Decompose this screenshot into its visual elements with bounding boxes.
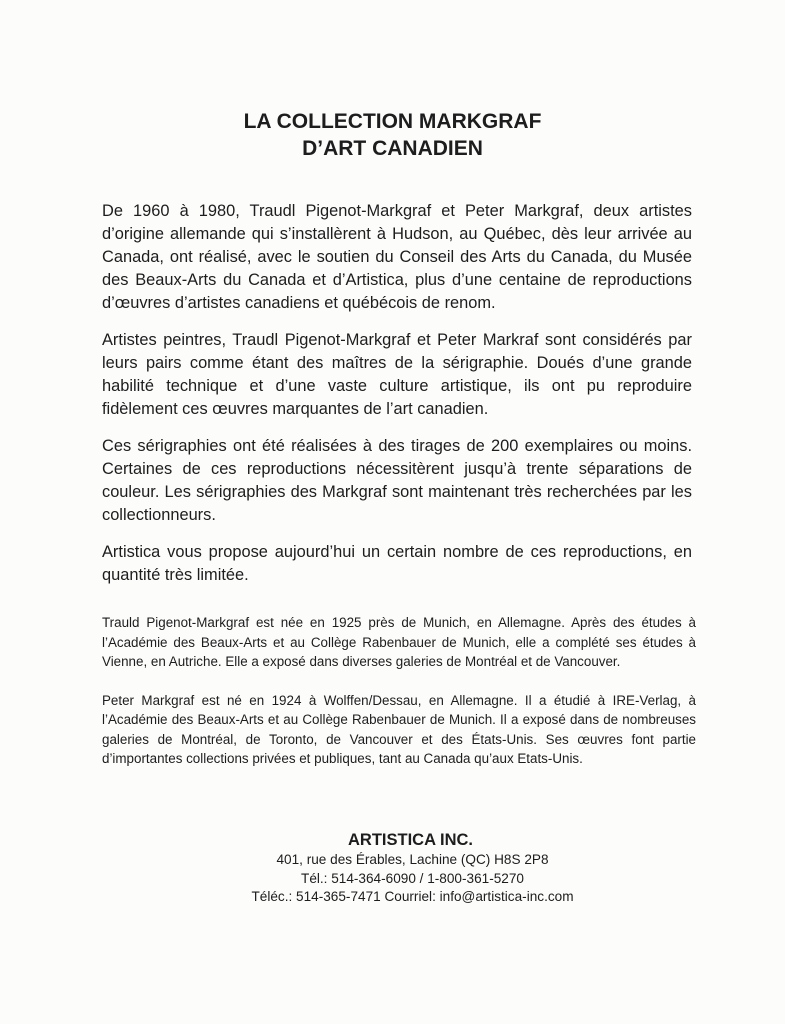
paragraph-history: De 1960 à 1980, Traudl Pigenot-Markgraf et Peter Markgraf, deux artistes d’origine allemande qui s’installèrent à Hudson, au Québec, dès leur arrivée au Canada, ont réalisé, avec le soutien du Conseil des Arts du Canada, du Musée des Beaux-Arts du Canada et d’Artistica, plus d’une centaine de reproductions d’œuvres d’artistes canadiens et québécois de renom. [102,202,692,312]
biographies [102,613,696,788]
bio-peter: Peter Markgraf est né en 1924 à Wolffen/Dessau, en Allemagne. Il a étudié à IRE-Verlag, à l’Académie des Beaux-Arts et au Collège Rabenbauer de Munich. Il a exposé dans de nombreuses galeries de Montréal, de Toronto, de Vancouver et des États-Unis. Ses œuvres font partie d’importantes collections privées et publiques, tant au Canada qu’aux Etats-Unis. [102,692,696,766]
title-line-1: LA COLLECTION MARKGRAF [243,110,542,133]
title-line-2: D’ART CANADIEN [302,137,483,160]
company-address: 401, rue des Érables, Lachine (QC) H8S 2P8 [276,852,549,867]
document-title [0,108,785,162]
bio-traudl: Trauld Pigenot-Markgraf est née en 1925 près de Munich, en Allemagne. Après des études à l’Académie des Beaux-Arts et au Collège Rabenbauer de Munich, elle a complété ses études à Vienne, en Autriche. Elle a exposé dans diverses galeries de Montréal et de Vancouver. [102,615,696,669]
main-text [102,200,692,601]
company-phone: Tél.: 514-364-6090 / 1-800-361-5270 [301,870,524,886]
contact-footer [0,829,785,907]
paragraph-serigraphs: Ces sérigraphies ont été réalisées à des tirages de 200 exemplaires ou moins. Certaines de ces reproductions nécessitèrent jusqu’à trente séparations de couleur. Les sérigraphies des Markgraf sont maintenant très recherchées par les collectionneurs. [102,437,692,524]
company-fax-email: Téléc.: 514-365-7471 Courriel: info@artistica-inc.com [251,889,574,904]
paragraph-artists: Artistes peintres, Traudl Pigenot-Markgraf et Peter Markraf sont considérés par leurs pairs comme étant des maîtres de la sérigraphie. Doués d’une grande habilité technique et d’une vaste culture artistique, ils ont pu reproduire fidèlement ces œuvres marquantes de l’art canadien. [102,331,692,418]
paragraph-offer: Artistica vous propose aujourd’hui un certain nombre de ces reproductions, en quantité très limitée. [102,543,692,584]
company-name: ARTISTICA INC. [348,831,473,849]
